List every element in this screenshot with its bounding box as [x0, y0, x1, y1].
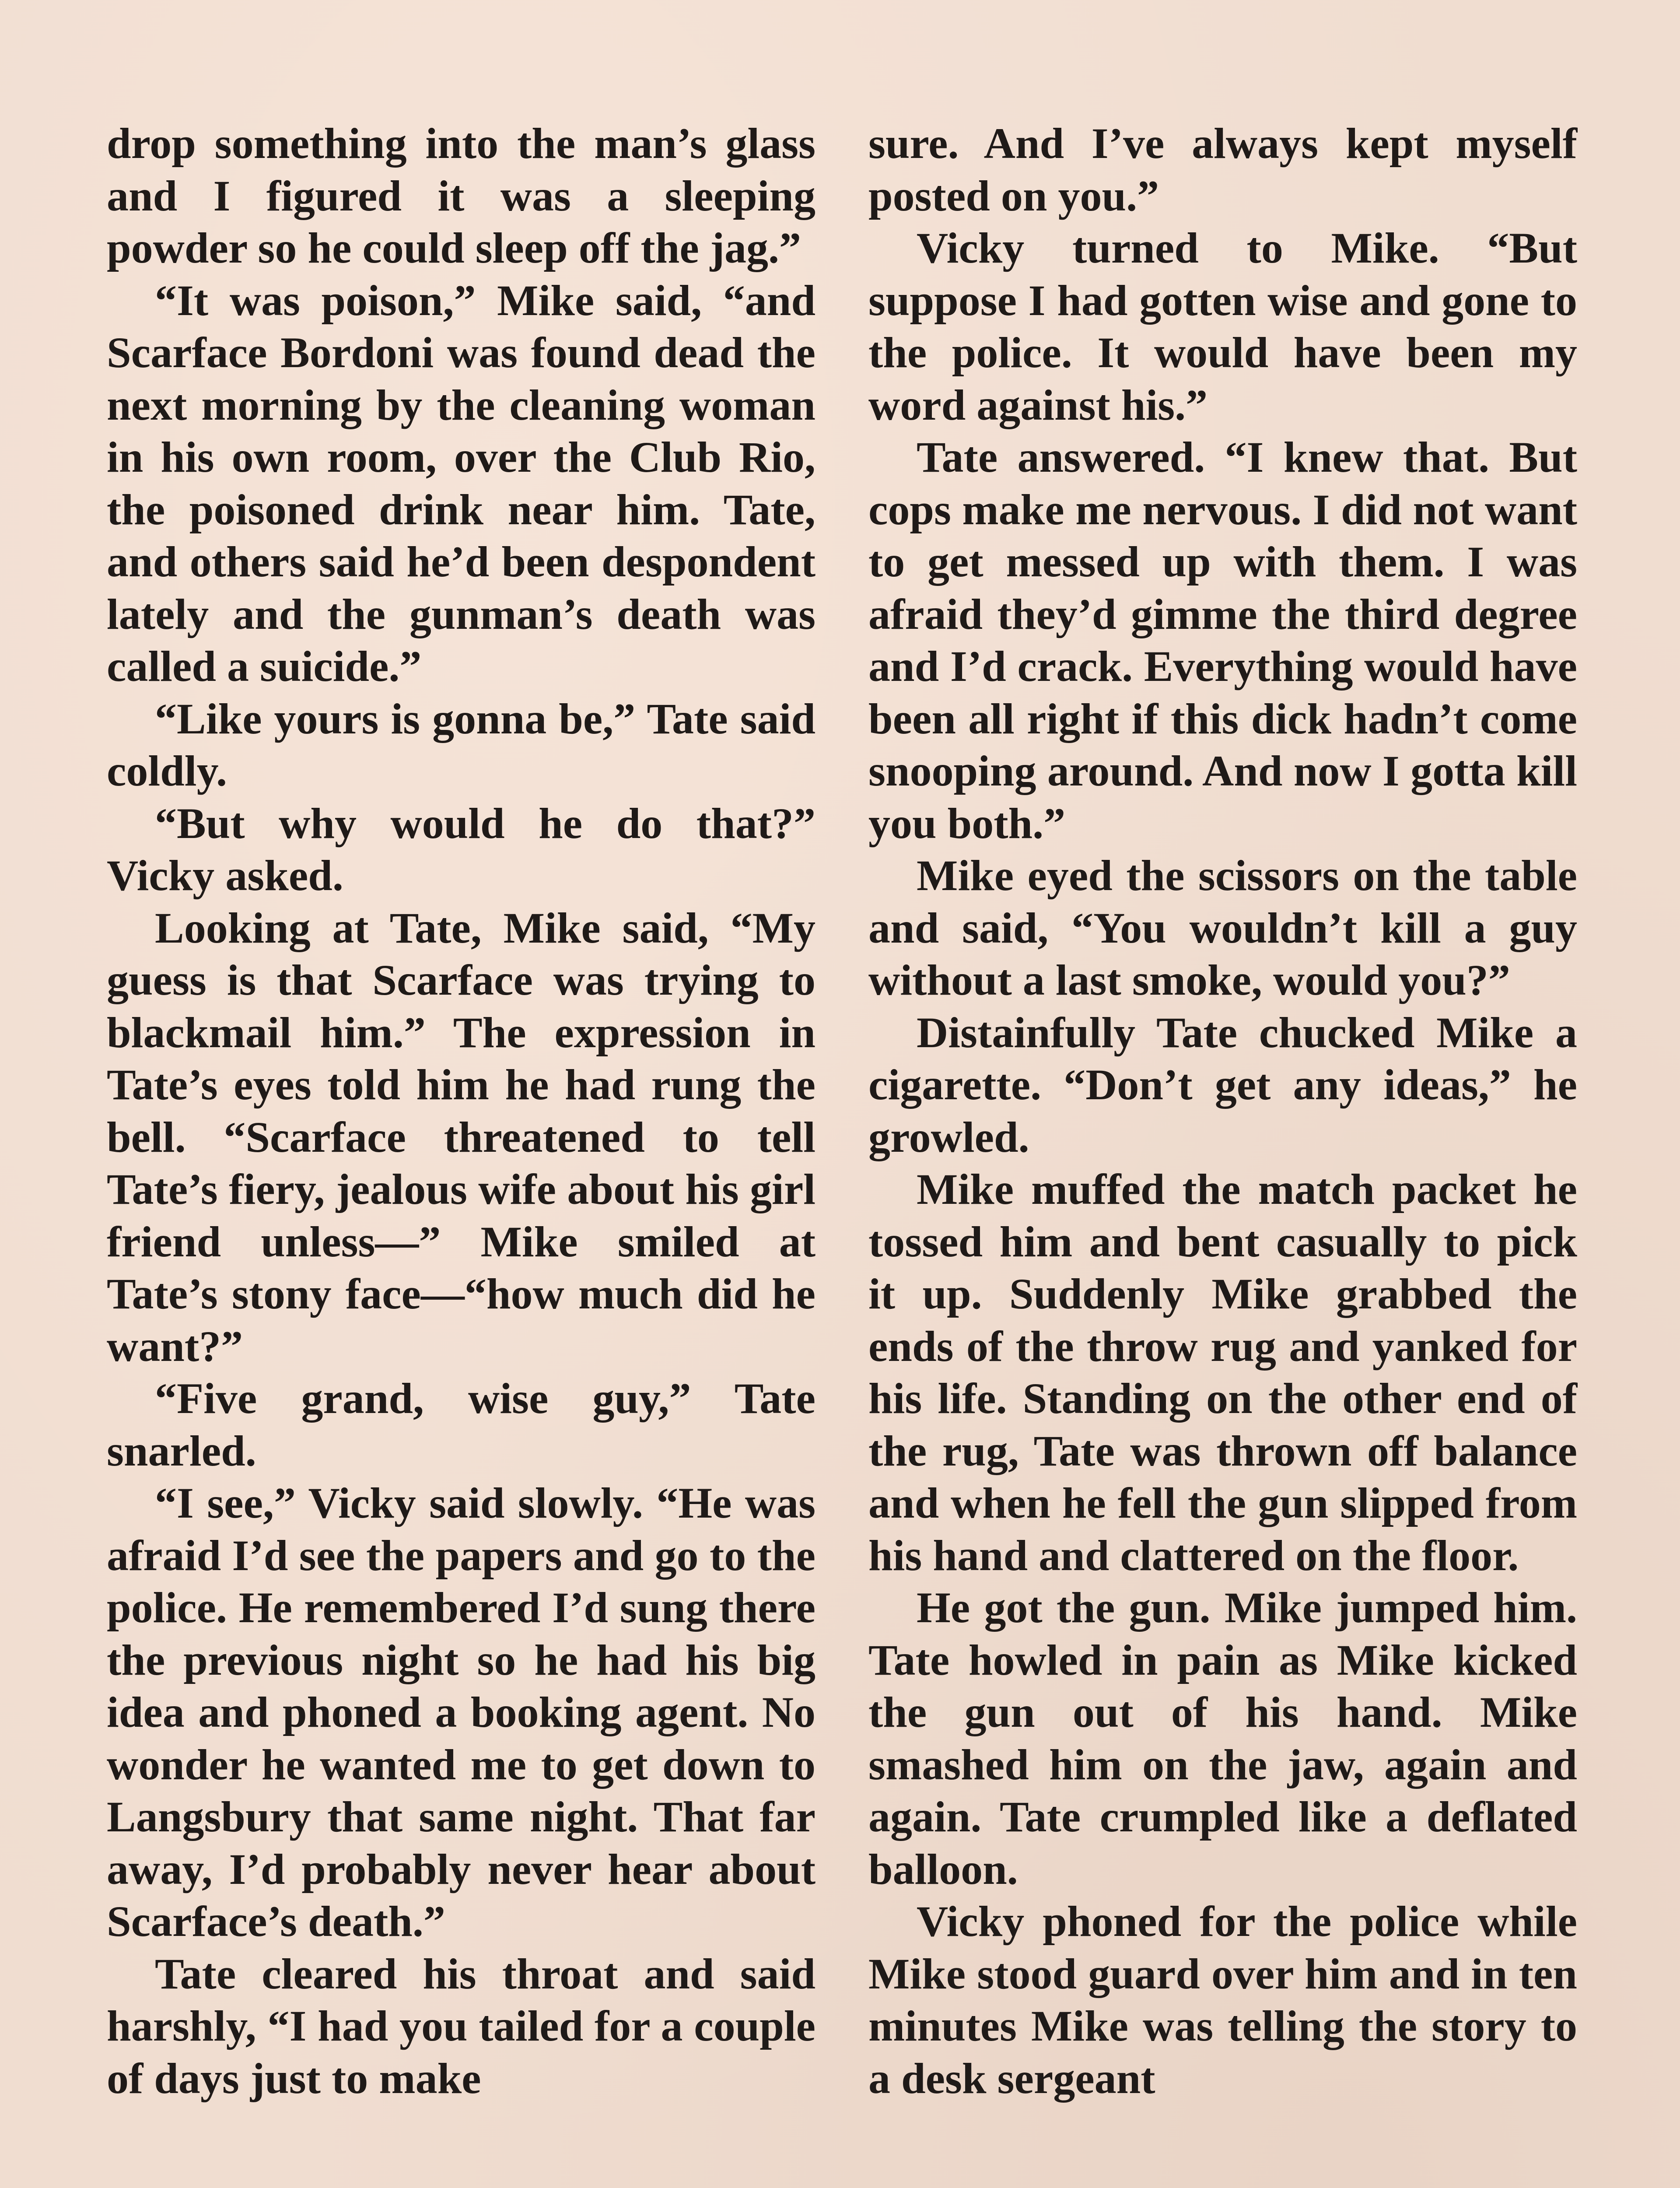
right-text-column [868, 117, 1577, 2104]
paragraph: Tate answered. “I knew that. But cops make me nervous. I did not want to get messed up with them. I was afraid they’d gimme the third degree and I’d crack. Everything would have been all right if this dick hadn’t come snooping around. And now I gotta kill you both.” [868, 433, 1577, 848]
paragraph: Mike muffed the match packet he tossed him and bent casually to pick it up. Suddenly Mike grabbed the ends of the throw rug and yanked for his life. Standing on the other end of the rug, Tate was thrown off balance and when he fell the gun slipped from his hand and clattered on the floor. [868, 1165, 1577, 1580]
paragraph: “Five grand, wise guy,” Tate snarled. [107, 1374, 816, 1475]
paragraph: Looking at Tate, Mike said, “My guess is that Scarface was trying to blackmail him.” The expression in Tate’s eyes told him he had rung the bell. “Scarface threatened to tell Tate’s fiery, jealous wife about his girl friend unless—” Mike smiled at Tate’s stony face—“how much did he want?” [107, 903, 816, 1371]
paragraph: Mike eyed the scissors on the table and said, “You wouldn’t kill a guy without a last smoke, would you?” [868, 851, 1577, 1004]
paragraph: “It was poison,” Mike said, “and Scarface Bordoni was found dead the next morning by the cleaning woman in his own room, over the Club Rio, the poisoned drink near him. Tate, and others said he’d been despondent lately and the gunman’s death was called a suicide.” [107, 276, 816, 691]
paragraph: Vicky phoned for the police while Mike stood guard over him and in ten minutes Mike was telling the story to a desk sergeant [868, 1897, 1577, 2103]
paragraph: drop something into the man’s glass and I figured it was a sleeping powder so he could sleep off the jag.” [107, 119, 816, 272]
paragraph: Tate cleared his throat and said harshly, “I had you tailed for a couple of days just to make [107, 1949, 816, 2103]
left-text-column [107, 117, 816, 2104]
paragraph: “But why would he do that?” Vicky asked. [107, 799, 816, 900]
paragraph: Vicky turned to Mike. “But suppose I had gotten wise and gone to the police. It would have been my word against his.” [868, 224, 1577, 429]
paragraph: “Like yours is gonna be,” Tate said coldly. [107, 694, 816, 795]
paragraph: sure. And I’ve always kept myself posted on you.” [868, 119, 1577, 220]
paragraph: “I see,” Vicky said slowly. “He was afraid I’d see the papers and go to the police. He remembered I’d sung there the previous night so he had his big idea and phoned a booking agent. No wonder he wanted me to get down to Langsbury that same night. That far away, I’d probably never hear about Scarface’s death.” [107, 1479, 816, 1946]
paragraph: Distainfully Tate chucked Mike a cigarette. “Don’t get any ideas,” he growled. [868, 1008, 1577, 1161]
paragraph: He got the gun. Mike jumped him. Tate howled in pain as Mike kicked the gun out of his hand. Mike smashed him on the jaw, again and again. Tate crumpled like a deflated balloon. [868, 1583, 1577, 1893]
